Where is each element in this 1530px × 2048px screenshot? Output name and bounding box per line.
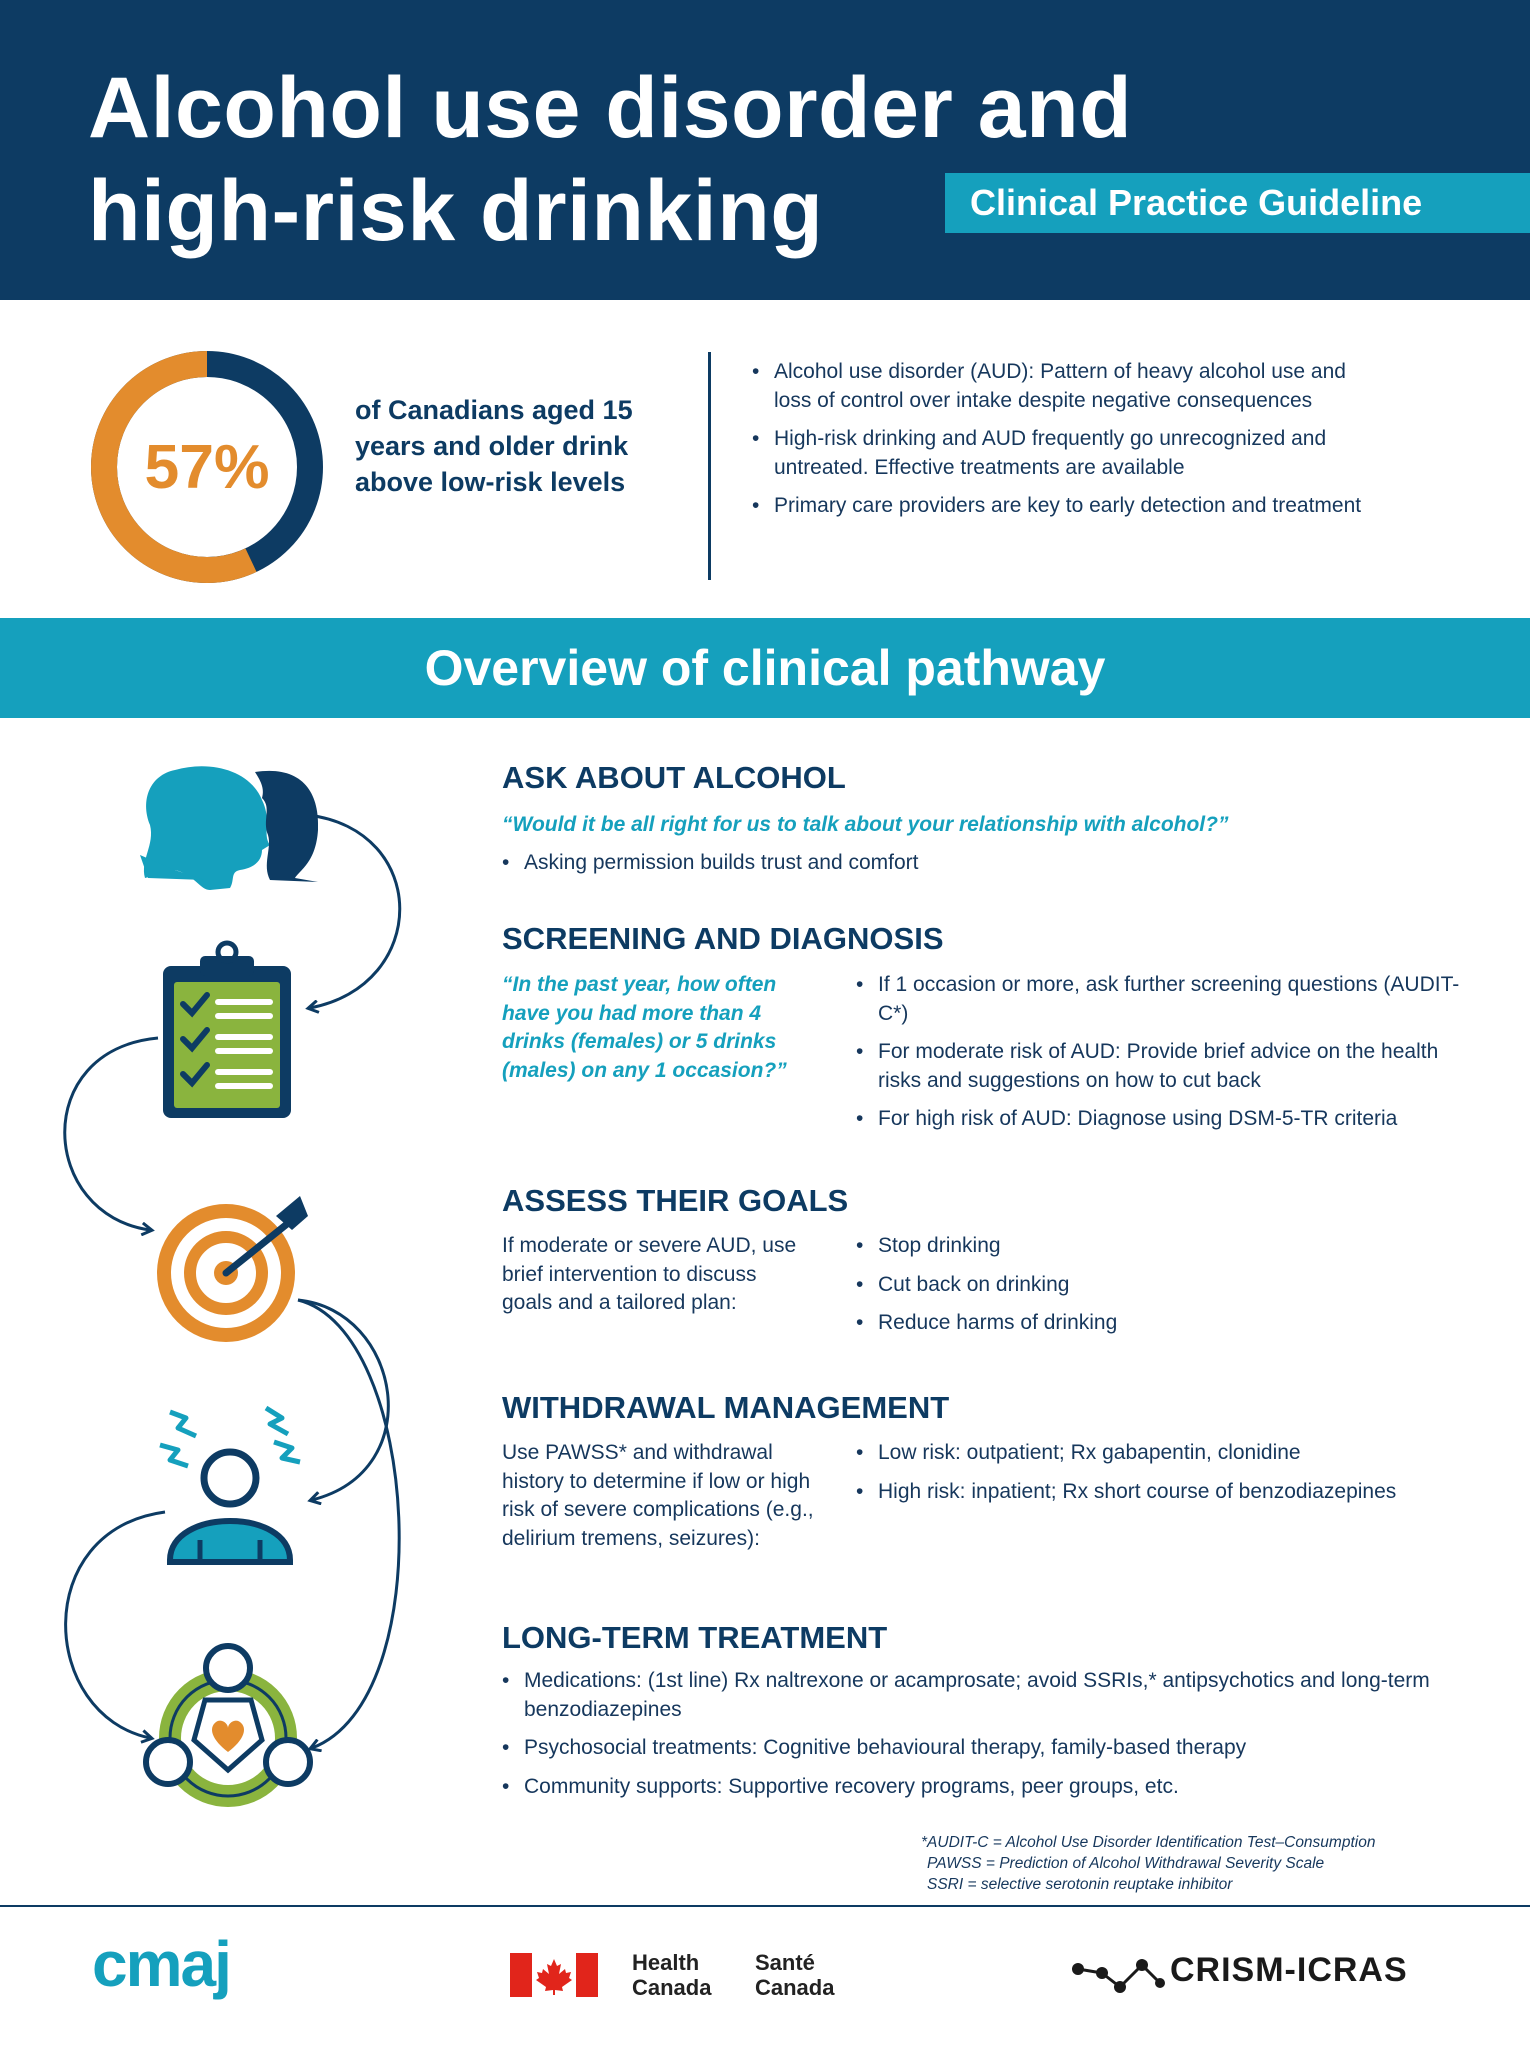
screening-bullet-list — [856, 971, 1466, 1144]
sante-canada-french — [755, 1950, 834, 2000]
list-item: • Alcohol use disorder (AUD): Pattern of heavy alcohol use and loss of control over intake despite negative consequences — [752, 358, 1372, 415]
list-item: • Primary care providers are key to early detection and treatment — [752, 492, 1372, 521]
network-nodes-icon — [1068, 1955, 1168, 1995]
list-item: • Asking permission builds trust and comfort — [502, 849, 1402, 878]
page-title-line2: high-risk drinking — [88, 163, 824, 259]
list-item: • Medications: (1st line) Rx naltrexone or acamprosate; avoid SSRIs,* antipsychotics and long-term benzodiazepines — [502, 1667, 1432, 1724]
health-canada-en-line1: Health — [632, 1950, 700, 1975]
canada-flag-icon — [510, 1953, 598, 1997]
vertical-divider — [708, 352, 711, 580]
intro-bullet-list — [752, 358, 1372, 531]
two-faces-icon — [140, 766, 318, 890]
list-item: • For high risk of AUD: Diagnose using DSM-5-TR criteria — [856, 1105, 1466, 1134]
screening-quote: “In the past year, how often have you had more than 4 drinks (females) or 5 drinks (males) on any 1 occasion?” — [502, 973, 787, 1082]
section-title-withdrawal: WITHDRAWAL MANAGEMENT — [502, 1390, 950, 1425]
footnote: SSRI = selective serotonin reuptake inhibitor — [927, 1876, 1233, 1893]
arrow-withdrawal-to-longterm — [66, 1512, 165, 1738]
list-item: • High-risk drinking and AUD frequently go unrecognized and untreated. Effective treatments are available — [752, 425, 1372, 482]
list-item: • Community supports: Supportive recovery programs, peer groups, etc. — [502, 1773, 1432, 1802]
health-canada-english — [632, 1950, 711, 2000]
footnote: *AUDIT-C = Alcohol Use Disorder Identification Test–Consumption — [921, 1834, 1376, 1851]
list-item: • Cut back on drinking — [856, 1271, 1466, 1300]
section-title-longterm: LONG-TERM TREATMENT — [502, 1620, 888, 1655]
list-item: • Stop drinking — [856, 1232, 1466, 1261]
ask-bullet-list — [502, 849, 1402, 878]
section-title-goals: ASSESS THEIR GOALS — [502, 1183, 849, 1218]
health-canada-en-line2: Canada — [632, 1975, 712, 2000]
list-item: • For moderate risk of AUD: Provide brief advice on the health risks and suggestions on how to cut back — [856, 1038, 1466, 1095]
footnote: PAWSS = Prediction of Alcohol Withdrawal Severity Scale — [927, 1855, 1325, 1872]
goals-bullet-list — [856, 1232, 1466, 1348]
pathway-illustration — [0, 730, 500, 1820]
withdrawal-bullet-list — [856, 1439, 1466, 1516]
stressed-person-icon — [160, 1408, 300, 1562]
target-dart-icon — [164, 1196, 308, 1335]
stat-description: of Canadians aged 15 years and older drink above low-risk levels — [355, 395, 633, 497]
footer-divider — [0, 1905, 1530, 1907]
stat-donut-chart — [88, 348, 326, 586]
footnotes — [921, 1832, 1481, 1895]
clipboard-checklist-icon — [163, 943, 291, 1118]
ask-quote: “Would it be all right for us to talk about your relationship with alcohol?” — [502, 813, 1229, 836]
list-item: • Reduce harms of drinking — [856, 1309, 1466, 1338]
arrow-screen-to-goals — [65, 1038, 158, 1230]
withdrawal-text: Use PAWSS* and withdrawal history to determine if low or high risk of severe complications (e.g., delirium tremens, seizures): — [502, 1441, 814, 1550]
sante-canada-fr-line1: Santé — [755, 1950, 815, 1975]
section-title-screening: SCREENING AND DIAGNOSIS — [502, 921, 944, 956]
guideline-badge: Clinical Practice Guideline — [945, 173, 1530, 233]
goals-text: If moderate or severe AUD, use brief intervention to discuss goals and a tailored plan: — [502, 1234, 797, 1314]
stat-value: 57% — [144, 433, 270, 502]
crism-icras-logo[interactable]: CRISM-ICRAS — [1170, 1951, 1408, 1989]
list-item: • Low risk: outpatient; Rx gabapentin, clonidine — [856, 1439, 1466, 1468]
section-banner: Overview of clinical pathway — [0, 618, 1530, 718]
list-item: • Psychosocial treatments: Cognitive behavioural therapy, family-based therapy — [502, 1734, 1432, 1763]
list-item: • If 1 occasion or more, ask further screening questions (AUDIT-C*) — [856, 971, 1466, 1028]
arrow-goals-to-longterm — [298, 1300, 399, 1748]
section-title-ask: ASK ABOUT ALCOHOL — [502, 760, 846, 795]
longterm-bullet-list — [502, 1667, 1432, 1811]
support-circle-heart-icon — [146, 1646, 310, 1796]
arrow-ask-to-screen — [308, 815, 400, 1008]
list-item: • High risk: inpatient; Rx short course of benzodiazepines — [856, 1478, 1466, 1507]
cmaj-logo[interactable]: cmaj — [92, 1928, 230, 2000]
page-title-line1: Alcohol use disorder and — [88, 60, 1133, 156]
sante-canada-fr-line2: Canada — [755, 1975, 835, 2000]
